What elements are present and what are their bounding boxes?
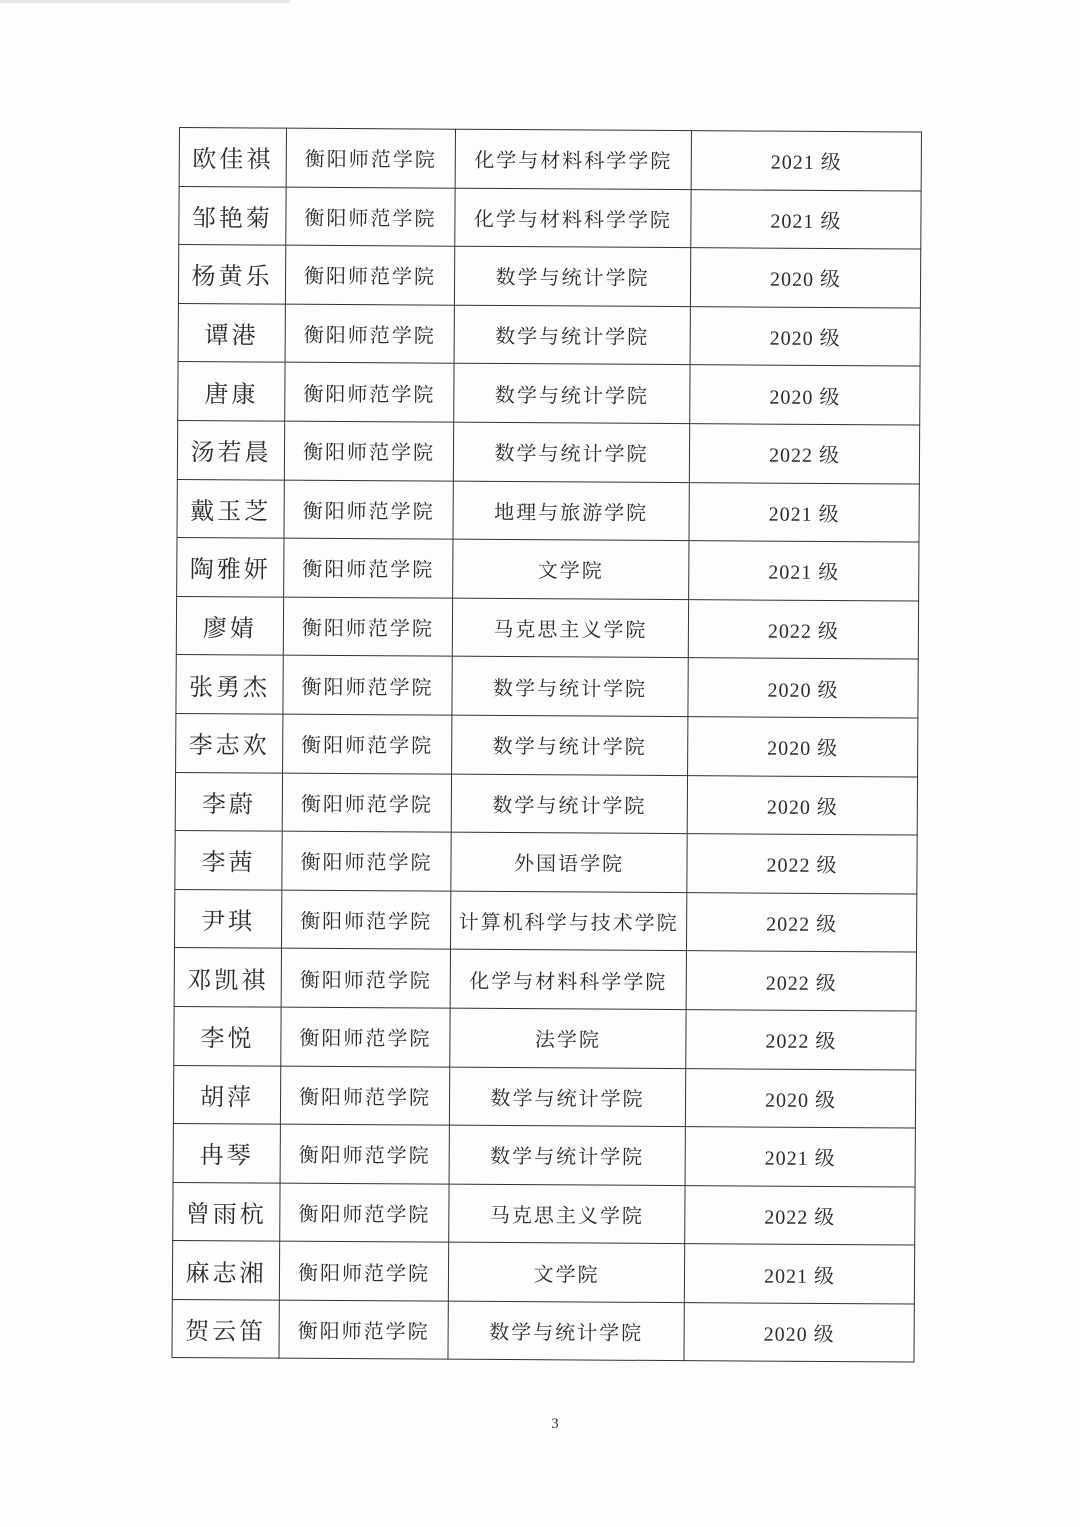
table-row xyxy=(178,303,920,366)
college-cell: 马克思主义学院 xyxy=(452,598,688,658)
student-name-cell: 邹艳菊 xyxy=(179,186,286,245)
school-cell: 衡阳师范学院 xyxy=(284,421,453,481)
table-row xyxy=(174,889,916,952)
college-cell: 数学与统计学院 xyxy=(448,1301,684,1361)
college-cell: 文学院 xyxy=(448,1242,684,1302)
college-cell: 数学与统计学院 xyxy=(449,1067,685,1127)
college-cell: 马克思主义学院 xyxy=(449,1184,685,1244)
student-name-cell: 李悦 xyxy=(174,1006,281,1065)
student-name-cell: 尹琪 xyxy=(174,889,281,948)
grade-cell: 2020 级 xyxy=(687,775,917,835)
grade-cell: 2020 级 xyxy=(690,248,920,308)
school-cell: 衡阳师范学院 xyxy=(285,304,454,364)
school-cell: 衡阳师范学院 xyxy=(283,655,452,715)
school-cell: 衡阳师范学院 xyxy=(286,187,455,247)
grade-cell: 2020 级 xyxy=(688,658,918,718)
grade-cell: 2022 级 xyxy=(686,892,916,952)
grade-cell: 2021 级 xyxy=(689,482,919,542)
student-name-cell: 冉琴 xyxy=(173,1124,280,1183)
table-row xyxy=(173,1182,915,1245)
grade-cell: 2021 级 xyxy=(691,189,921,249)
table-row xyxy=(176,713,918,776)
table-row xyxy=(176,655,918,718)
roster-table-body xyxy=(172,128,922,1363)
college-cell: 数学与统计学院 xyxy=(451,774,687,834)
college-cell: 数学与统计学院 xyxy=(452,657,688,717)
table-row xyxy=(177,479,919,542)
college-cell: 计算机科学与技术学院 xyxy=(450,891,686,951)
student-name-cell: 谭港 xyxy=(178,303,285,362)
school-cell: 衡阳师范学院 xyxy=(284,538,453,598)
grade-cell: 2020 级 xyxy=(690,365,920,425)
table-row xyxy=(179,128,921,191)
table-row xyxy=(178,362,920,425)
college-cell: 文学院 xyxy=(453,539,689,599)
grade-cell: 2020 级 xyxy=(688,717,918,777)
table-row xyxy=(174,1006,916,1069)
student-name-cell: 麻志湘 xyxy=(172,1241,279,1300)
college-cell: 数学与统计学院 xyxy=(454,364,690,424)
grade-cell: 2022 级 xyxy=(688,599,918,659)
student-name-cell: 陶雅妍 xyxy=(177,538,284,597)
table-row xyxy=(176,596,918,659)
grade-cell: 2022 级 xyxy=(687,834,917,894)
college-cell: 数学与统计学院 xyxy=(454,305,690,365)
grade-cell: 2020 级 xyxy=(685,1068,915,1128)
student-name-cell: 戴玉芝 xyxy=(177,479,284,538)
table-row xyxy=(172,1299,914,1362)
college-cell: 数学与统计学院 xyxy=(454,246,690,306)
student-name-cell: 贺云笛 xyxy=(172,1299,279,1358)
student-name-cell: 李志欢 xyxy=(176,713,283,772)
college-cell: 数学与统计学院 xyxy=(449,1125,685,1185)
grade-cell: 2022 级 xyxy=(686,1010,916,1070)
college-cell: 地理与旅游学院 xyxy=(453,481,689,541)
table-row xyxy=(173,1124,915,1187)
student-roster-table xyxy=(171,127,922,1363)
student-name-cell: 李茜 xyxy=(175,831,282,890)
student-name-cell: 李蔚 xyxy=(175,772,282,831)
college-cell: 外国语学院 xyxy=(451,832,687,892)
school-cell: 衡阳师范学院 xyxy=(280,1124,449,1184)
college-cell: 化学与材料科学学院 xyxy=(455,129,691,189)
student-name-cell: 欧佳祺 xyxy=(179,128,286,187)
school-cell: 衡阳师范学院 xyxy=(285,363,454,423)
school-cell: 衡阳师范学院 xyxy=(280,1066,449,1126)
grade-cell: 2022 级 xyxy=(689,424,919,484)
school-cell: 衡阳师范学院 xyxy=(281,1007,450,1067)
grade-cell: 2021 级 xyxy=(691,131,921,191)
student-name-cell: 张勇杰 xyxy=(176,655,283,714)
student-name-cell: 唐康 xyxy=(178,362,285,421)
grade-cell: 2020 级 xyxy=(684,1302,914,1362)
table-row xyxy=(177,420,919,483)
student-name-cell: 杨黄乐 xyxy=(178,245,285,304)
table-row xyxy=(174,948,916,1011)
table-row xyxy=(178,245,920,308)
grade-cell: 2022 级 xyxy=(686,951,916,1011)
table-row xyxy=(179,186,921,249)
student-name-cell: 胡萍 xyxy=(173,1065,280,1124)
school-cell: 衡阳师范学院 xyxy=(283,597,452,657)
school-cell: 衡阳师范学院 xyxy=(284,480,453,540)
page-number: 3 xyxy=(551,1416,559,1432)
school-cell: 衡阳师范学院 xyxy=(282,773,451,833)
student-name-cell: 邓凯祺 xyxy=(174,948,281,1007)
school-cell: 衡阳师范学院 xyxy=(285,245,454,305)
table-row xyxy=(177,538,919,601)
grade-cell: 2020 级 xyxy=(690,306,920,366)
college-cell: 数学与统计学院 xyxy=(453,422,689,482)
table-row xyxy=(172,1241,914,1304)
school-cell: 衡阳师范学院 xyxy=(281,890,450,950)
grade-cell: 2022 级 xyxy=(685,1185,915,1245)
grade-cell: 2021 级 xyxy=(689,541,919,601)
college-cell: 数学与统计学院 xyxy=(452,715,688,775)
student-name-cell: 汤若晨 xyxy=(177,420,284,479)
student-name-cell: 曾雨杭 xyxy=(173,1182,280,1241)
school-cell: 衡阳师范学院 xyxy=(286,128,455,188)
student-name-cell: 廖婧 xyxy=(176,596,283,655)
college-cell: 化学与材料科学学院 xyxy=(450,949,686,1009)
grade-cell: 2021 级 xyxy=(685,1127,915,1187)
school-cell: 衡阳师范学院 xyxy=(279,1300,448,1360)
table-row xyxy=(175,772,917,835)
school-cell: 衡阳师范学院 xyxy=(283,714,452,774)
table-row xyxy=(175,831,917,894)
school-cell: 衡阳师范学院 xyxy=(280,1183,449,1243)
school-cell: 衡阳师范学院 xyxy=(281,948,450,1008)
school-cell: 衡阳师范学院 xyxy=(279,1241,448,1301)
school-cell: 衡阳师范学院 xyxy=(282,831,451,891)
table-row xyxy=(173,1065,915,1128)
college-cell: 法学院 xyxy=(450,1008,686,1068)
college-cell: 化学与材料科学学院 xyxy=(455,188,691,248)
scan-edge-line xyxy=(0,0,290,3)
grade-cell: 2021 级 xyxy=(684,1244,914,1304)
